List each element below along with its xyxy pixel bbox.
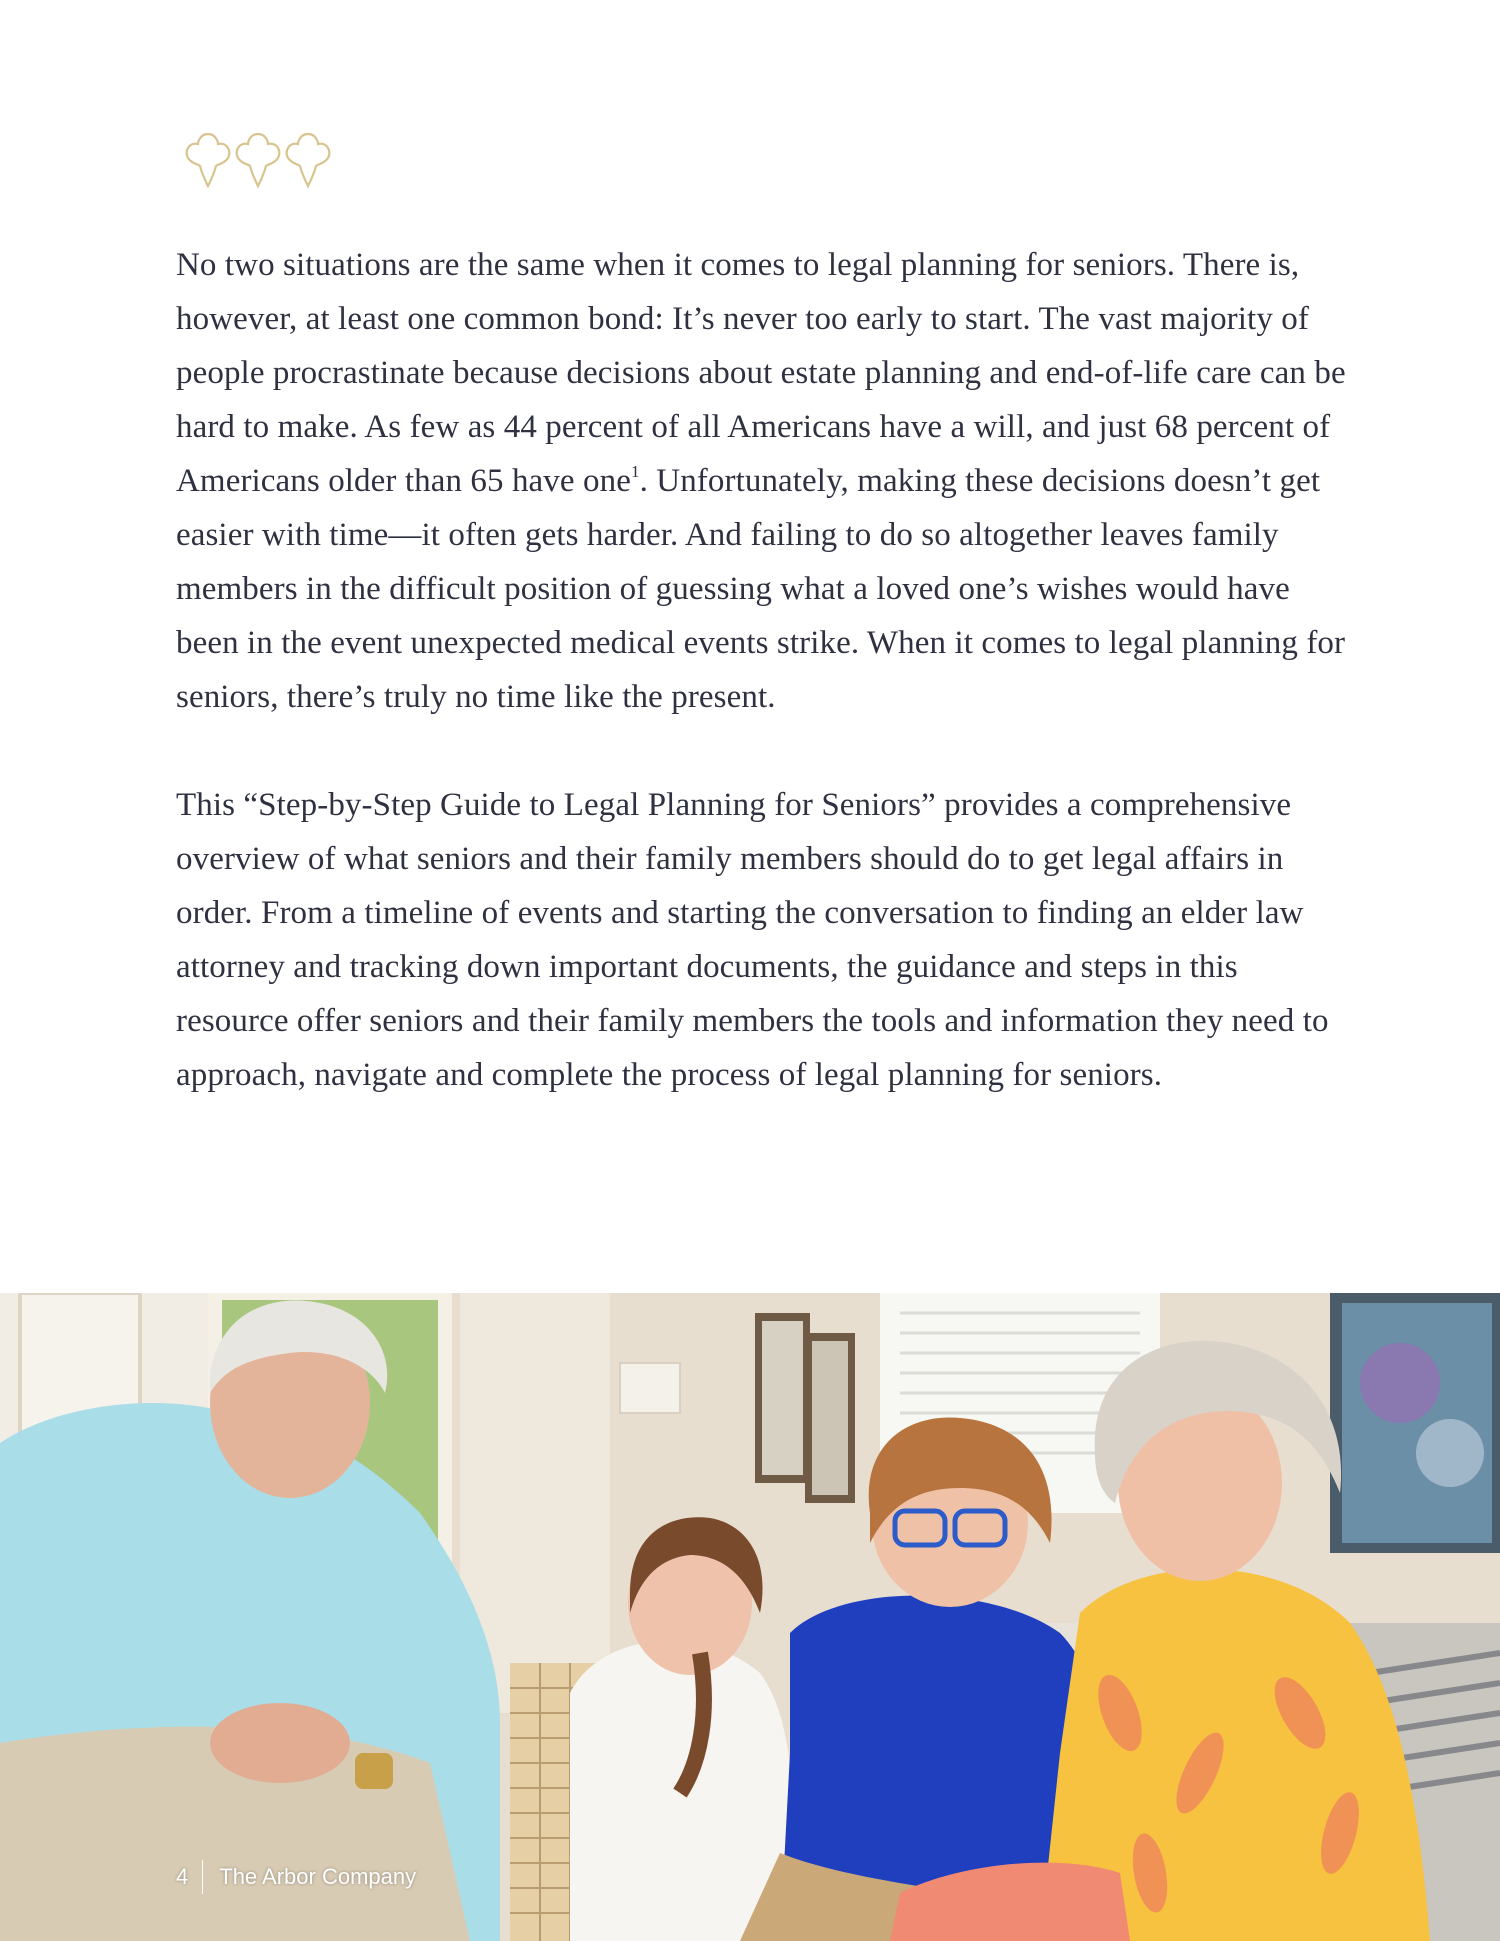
page-footer bbox=[176, 1860, 416, 1894]
intro-paragraph bbox=[176, 238, 1351, 724]
guide-overview-paragraph: This “Step-by-Step Guide to Legal Planning for Seniors” provides a comprehensive overview of what seniors and their family members should do to get legal affairs in order. From a timeline of events and starting the conversation to finding an elder law attorney and tracking down important documents, the guidance and steps in this resource offer seniors and their family members the tools and information they need to approach, navigate and complete the process of legal planning for seniors. bbox=[176, 787, 1329, 1093]
footer-divider bbox=[202, 1860, 203, 1894]
page-number: 4 bbox=[176, 1864, 189, 1889]
body-text bbox=[176, 238, 1351, 1102]
family-photo bbox=[0, 1293, 1500, 1941]
triple-quatrefoil-ornament-icon bbox=[178, 130, 338, 190]
intro-text-part-2: . Unfortunately, making these decisions doesn’t get easier with time—it often gets harder. And failing to do so altogether leaves family members in the difficult position of guessing what a loved one’s wishes would have been in the event unexpected medical events strike. When it comes to legal planning for seniors, there’s truly no time like the present. bbox=[176, 463, 1346, 715]
footnote-marker: 1 bbox=[630, 462, 640, 481]
intro-text-part-1: No two situations are the same when it comes to legal planning for seniors. There is, however, at least one common bond: It’s never too early to start. The vast majority of people procrastinate because decisions about estate planning and end-of-life care can be hard to make. As few as 44 percent of all Americans have a will, and just 68 percent of Americans older than 65 have one bbox=[176, 247, 1346, 499]
publisher-name: The Arbor Company bbox=[219, 1864, 417, 1889]
